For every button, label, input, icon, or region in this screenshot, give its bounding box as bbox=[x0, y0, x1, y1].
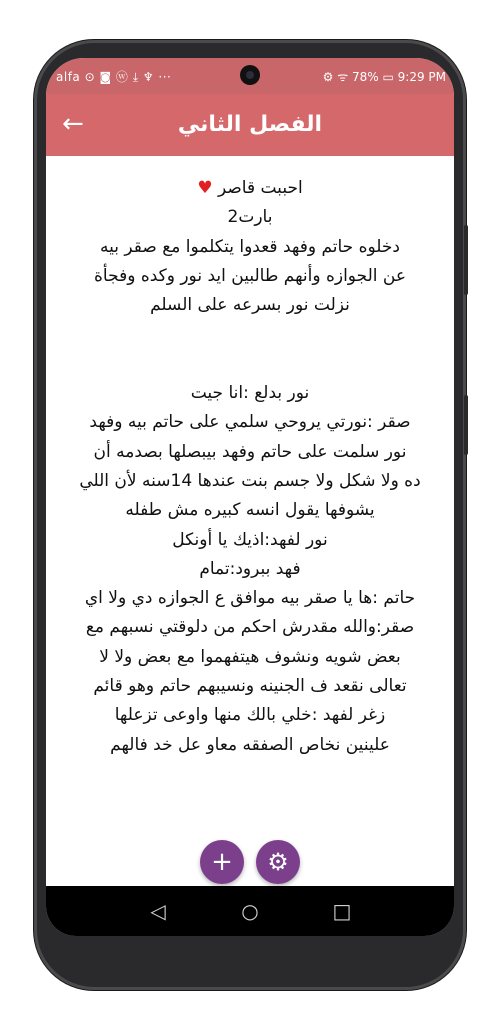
back-arrow-icon[interactable]: ← bbox=[62, 109, 84, 139]
text-line: نزلت نور بسرعه على السلم bbox=[150, 295, 350, 316]
text-line: صقر:والله مقدرش احكم من دلوقتي نسبهم مع bbox=[85, 617, 415, 638]
text-line: يشوفها يقول انسه كبيره مش طفله bbox=[125, 500, 375, 521]
text-line: بارت2 bbox=[227, 207, 273, 228]
settings-button[interactable] bbox=[256, 840, 300, 884]
chapter-text bbox=[56, 174, 444, 874]
status-bar bbox=[46, 58, 454, 94]
nav-back-icon[interactable]: ◁ bbox=[150, 899, 166, 923]
text-line: احببت قاصر ♥ bbox=[197, 178, 303, 198]
nav-recents-icon[interactable]: □ bbox=[332, 899, 352, 923]
status-right-icons: ⚙ ᯤ 78% ▭ 9:29 PM bbox=[322, 70, 446, 84]
front-camera bbox=[240, 65, 260, 85]
text-line: ده ولا شكل ولا جسم بنت عندها 14سنه لأن اللي bbox=[79, 470, 421, 491]
text-line bbox=[56, 320, 444, 349]
status-left-icons: alfa ⊙ ◙ ⓦ ⤓ ♆ ··· bbox=[56, 70, 172, 84]
text-line: زغر لفهد :خلي بالك منها واوعى تزعلها bbox=[114, 705, 386, 726]
page-title: الفصل الثاني bbox=[177, 112, 323, 137]
text-line bbox=[56, 350, 444, 379]
power-button bbox=[464, 395, 468, 455]
text-line: تعالى نقعد ف الجنينه ونسيبهم حاتم وهو قائم bbox=[93, 676, 407, 697]
text-line: دخلوه حاتم وفهد قعدوا يتكلموا مع صقر بيه bbox=[100, 236, 400, 257]
app-bar bbox=[46, 94, 454, 156]
heart-icon: ♥ bbox=[197, 178, 213, 198]
system-nav-bar bbox=[46, 886, 454, 936]
text-line: عن الجوازه وأنهم طالبين ايد نور وكده وفجأة bbox=[94, 265, 406, 286]
text-line: بعض شويه ونشوف هيتفهموا مع بعض ولا لا bbox=[99, 646, 401, 667]
text-line: فهد ببرود:تمام bbox=[199, 558, 301, 579]
text-line: صقر :نورتي يروحي سلمي على حاتم بيه وفهد bbox=[89, 412, 411, 433]
text-line: نور بدلع :انا جيت bbox=[190, 383, 310, 404]
text-line: حاتم :ها يا صقر بيه موافق ع الجوازه دي ولا اي bbox=[84, 588, 416, 609]
text-line: علينين نخاص الصفقه معاو عل خد فالهم bbox=[110, 734, 390, 755]
text-line: نور لفهد:اذيك يا أونكل bbox=[172, 529, 328, 550]
nav-home-icon[interactable]: ○ bbox=[241, 899, 259, 923]
add-button[interactable] bbox=[200, 840, 244, 884]
plus-icon: + bbox=[211, 847, 233, 877]
screen bbox=[46, 58, 454, 936]
volume-button bbox=[464, 225, 468, 295]
gear-icon: ⚙ bbox=[267, 848, 289, 876]
text-line: نور سلمت على حاتم وفهد بيبصلها بصدمه أن bbox=[93, 441, 407, 462]
